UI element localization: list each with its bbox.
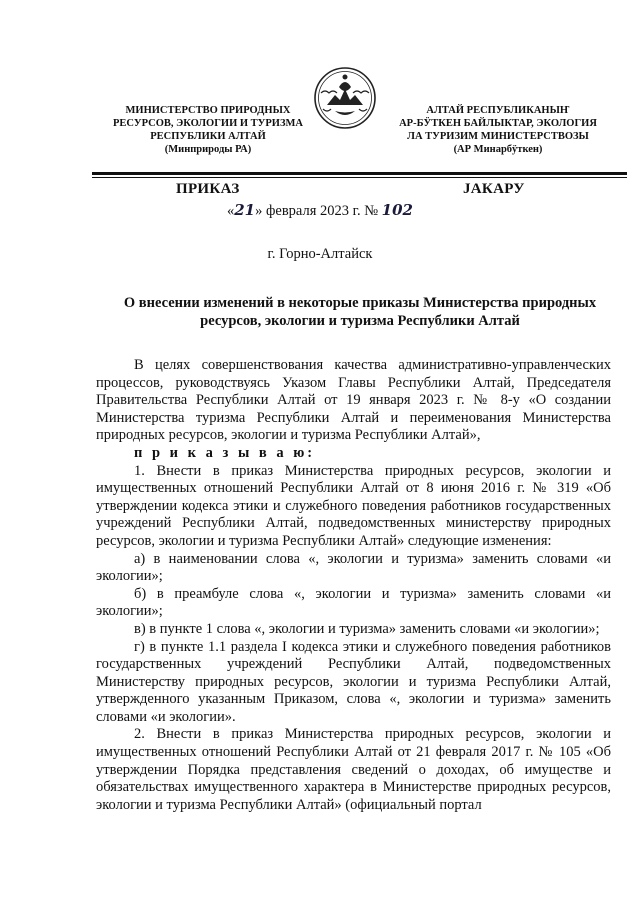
ministry-left-line-1: МИНИСТЕРСТВО ПРИРОДНЫХ bbox=[125, 105, 291, 116]
clause-1d-paragraph: г) в пункте 1.1 раздела I кодекса этики и служебного поведения работников государственных учреждений Республики Алтай, подведомственных Министерству природных ресурсов, экологии и туризма Республики Алтай, утвержденного указанным Приказом, слова «, экологии и туризма» заменить словами «и экологии». bbox=[96, 638, 611, 725]
ministry-right-line-1: АЛТАЙ РЕСПУБЛИКАНЫҤ bbox=[426, 105, 570, 116]
header-divider-thick bbox=[92, 172, 627, 175]
order-date-number bbox=[0, 201, 640, 220]
ministry-left-line-2: РЕСУРСОВ, ЭКОЛОГИИ И ТУРИЗМА bbox=[113, 118, 303, 129]
order-label-russian: ПРИКАЗ bbox=[176, 181, 240, 197]
order-day-handwritten: 21 bbox=[234, 201, 256, 219]
document-body bbox=[96, 357, 611, 814]
order-word-paragraph bbox=[96, 445, 611, 463]
order-number-handwritten: 102 bbox=[381, 201, 413, 219]
clause-1b-paragraph: б) в преамбуле слова «, экологии и туризма» заменить словами «и экологии»; bbox=[96, 585, 611, 620]
preamble-paragraph: В целях совершенствования качества административно-управленческих процессов, руководствуясь Указом Главы Республики Алтай, Председателя Правительства Республики Алтай от 19 января 2023 г. № 8-у «О создании Министерства туризма Республики Алтай и переименования Министерства природных ресурсов, экологии и туризма Республики Алтай», bbox=[96, 357, 611, 444]
clause-2-paragraph: 2. Внести в приказ Министерства природных ресурсов, экологии и имущественных отношений Республики Алтай от 21 февраля 2017 г. № 105 «Об утверждении Порядка представления сведений о доходах, об имуществе и обязательствах имущественного характера в Министерстве природных ресурсов, экологии и туризма Республики Алтай» (официальный портал bbox=[96, 726, 611, 813]
clause-1a-paragraph: а) в наименовании слова «, экологии и туризма» заменить словами «и экологии»; bbox=[96, 550, 611, 585]
ministry-name-russian bbox=[92, 104, 324, 156]
ministry-left-line-3: РЕСПУБЛИКИ АЛТАЙ bbox=[150, 131, 266, 142]
ministry-right-line-2: АР-БӰТКЕН БАЙЛЫКТАР, ЭКОЛОГИЯ bbox=[399, 118, 597, 129]
order-label-altai: JАКАРУ bbox=[463, 181, 525, 197]
clause-1c-paragraph: в) в пункте 1 слова «, экологии и туризма» заменить словами «и экологии»; bbox=[134, 620, 600, 637]
document-title: О внесении изменений в некоторые приказы Министерства природных ресурсов, экологии и туризма Республики Алтай bbox=[123, 295, 597, 329]
city-line: г. Горно-Алтайск bbox=[267, 246, 373, 262]
header-divider-thin bbox=[92, 177, 627, 178]
ministry-left-abbreviation: (Минприроды РА) bbox=[164, 144, 252, 155]
ministry-name-altai bbox=[372, 104, 624, 156]
ministry-right-abbreviation: (АР Минарбӱткен) bbox=[453, 144, 543, 155]
ministry-right-line-3: ЛА ТУРИЗИМ МИНИСТЕРСТВОЗЫ bbox=[407, 131, 589, 142]
order-word: п р и к а з ы в а ю: bbox=[134, 444, 316, 461]
date-open-quote: « bbox=[227, 203, 235, 219]
date-rest-text: » февраля 2023 г. № bbox=[255, 203, 382, 219]
clause-1-paragraph: 1. Внести в приказ Министерства природных ресурсов, экологии и имущественных отношений Республики Алтай от 8 июня 2016 г. № 319 «Об утверждении кодекса этики и служебного поведения работников государственных учреждений Республики Алтай, подведомственных министерству природных ресурсов, экологии и туризма Республики Алтай» следующие изменения: bbox=[96, 462, 611, 549]
